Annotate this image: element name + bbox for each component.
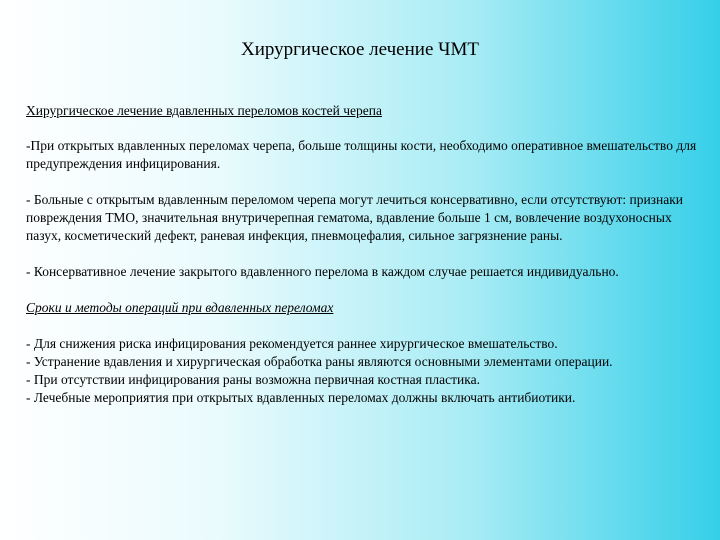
list-item: - Устранение вдавления и хирургическая обработка раны являются основными элементами операции.	[26, 354, 613, 369]
section-heading-surgical-treatment: Хирургическое лечение вдавленных переломов костей черепа	[26, 103, 382, 118]
bullet-list	[26, 335, 698, 407]
paragraph-open-fractures: -При открытых вдавленных переломах черепа, больше толщины кости, необходимо оперативное вмешательство для предупреждения инфицирования.	[26, 138, 697, 171]
paragraph-conservative-closed: - Консервативное лечение закрытого вдавленного перелома в каждом случае решается индивидуально.	[26, 264, 619, 279]
slide-content	[26, 102, 698, 407]
slide-title: Хирургическое лечение ЧМТ	[241, 39, 479, 60]
list-item: - Лечебные мероприятия при открытых вдавленных переломах должны включать антибиотики.	[26, 390, 576, 405]
list-item: - Для снижения риска инфицирования рекомендуется раннее хирургическое вмешательство.	[26, 336, 558, 351]
section-heading-timing-methods: Сроки и методы операций при вдавленных переломах	[26, 300, 334, 315]
list-item: - При отсутствии инфицирования раны возможна первичная костная пластика.	[26, 372, 480, 387]
paragraph-conservative-open: - Больные с открытым вдавленным переломом черепа могут лечиться консервативно, если отсутствуют: признаки повреждения ТМО, значительная внутричерепная гематома, вдавление больше 1 см, вовлечение воздухоносных пазух, косметический дефект, раневая инфекция, пневмоцефалия, сильное загрязнение раны.	[26, 192, 684, 243]
